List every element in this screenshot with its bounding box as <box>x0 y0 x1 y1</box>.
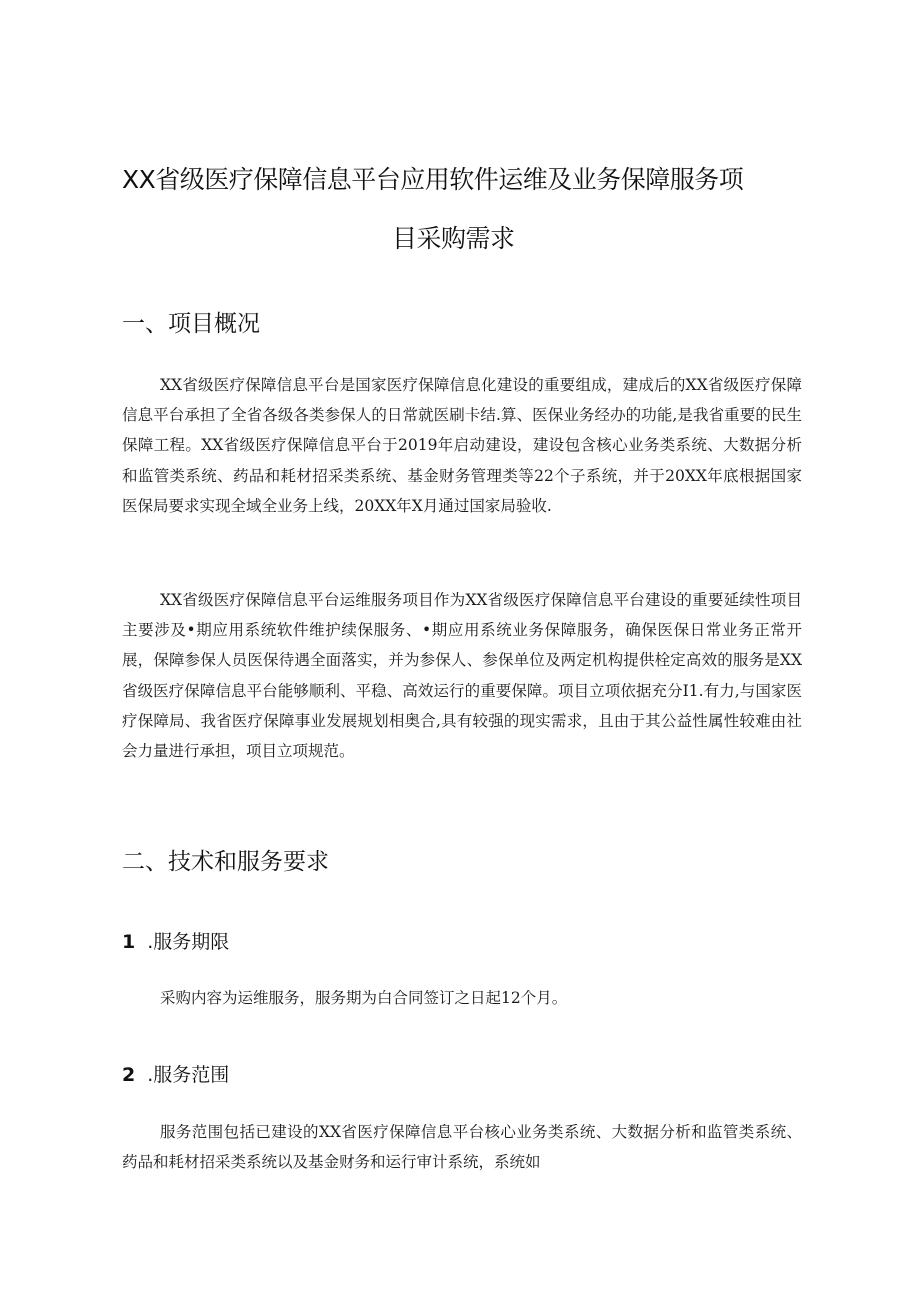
subsection-2-heading <box>122 1060 229 1087</box>
subsection-2-paragraph: 服务范围包括已建设的XX省医疗保障信息平台核心业务类系统、大数据分析和监管类系统、药品和耗材招采类系统以及基金财务和运行审计系统，系统如 <box>122 1123 802 1172</box>
subsection-2-label: .服务范围 <box>147 1064 230 1086</box>
section-1-paragraph-1: XX省级医疗保障信息平台是国家医疗保障信息化建设的重要组成，建成后的XX省级医疗保障信息平台承担了全省各级各类参保人的日常就医刷卡结.算、医保业务经办的功能,是我省重要的民生保障工程。XX省级医疗保障信息平台于2019年启动建设，建设包含核心业务类系统、大数据分析和监管类系统、药品和耗材招采类系统、基金财务管理类等22个子系统，并于20XX年底根据国家医保局要求实现全域全业务上线，20XX年X月通过国家局验收. <box>122 376 802 515</box>
subsection-1-paragraph: 采购内容为运维服务，服务期为白合同签订之日起12个月。 <box>160 989 568 1007</box>
section-1-heading: 一、项目概况 <box>122 311 260 337</box>
subsection-2-number: 2 <box>122 1064 136 1086</box>
subsection-1-heading <box>122 927 229 954</box>
document-title-line-1: XX省级医疗保障信息平台应用软件运维及业务保障服务项 <box>122 165 744 194</box>
document-title-line-2: 目采购需求 <box>392 224 515 253</box>
section-2-heading: 二、技术和服务要求 <box>122 849 329 875</box>
subsection-1-number: 1 <box>122 931 136 953</box>
section-1-paragraph-2: XX省级医疗保障信息平台运维服务项目作为XX省级医疗保障信息平台建设的重要延续性项目主要涉及•期应用系统软件维护续保服务、•期应用系统业务保障服务，确保医保日常业务正常开展，保障参保人员医保待遇全面落实，并为参保人、参保单位及两定机构提供栓定高效的服务是XX省级医疗保障信息平台能够顺利、平稳、高效运行的重要保障。项目立项依据充分I1.有力,与国家医疗保障局、我省医疗保障事业发展规划相奥合,具有较强的现实需求，且由于其公益性属性较难由社会力量进行承担，项目立项规范。 <box>122 591 802 761</box>
subsection-1-label: .服务期限 <box>147 931 230 953</box>
